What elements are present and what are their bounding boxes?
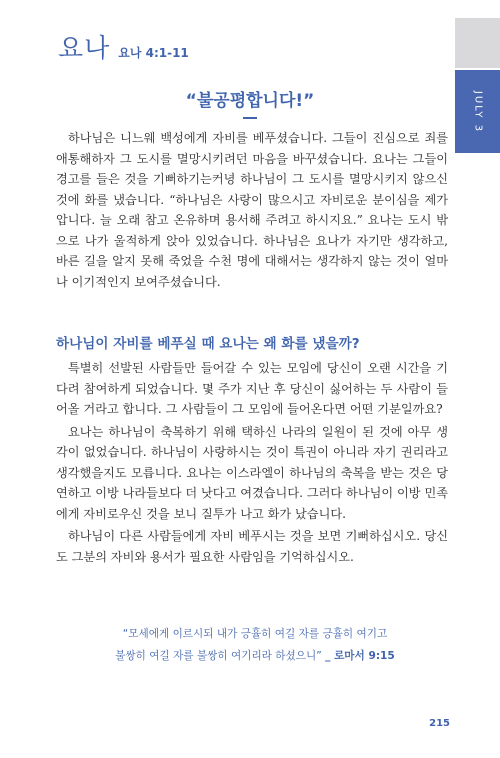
quote-line-with-ref — [70, 645, 440, 667]
quote-line: 불쌍히 여길 자를 불쌍히 여기리라 하셨으니” — [115, 650, 322, 662]
section-heading: 하나님이 자비를 베푸실 때 요나는 왜 화를 냈을까? — [56, 336, 360, 352]
date-tab — [455, 70, 500, 153]
date-tab-label: JULY 3 — [472, 90, 483, 133]
intro-section — [56, 128, 448, 292]
section-paragraph: 하나님이 다른 사람들에게 자비 베푸시는 것을 보면 기뻐하십시오. 당신도 그분의 자비와 용서가 필요한 사람임을 기억하십시오. — [56, 529, 448, 564]
scripture-quote — [70, 623, 440, 667]
scripture-reference: 요나 4:1-11 — [118, 46, 189, 60]
page-edge-tab — [455, 18, 500, 68]
page-title: “불공평합니다!” — [185, 91, 315, 111]
page-number: 215 — [429, 718, 450, 729]
quote-reference: _ 로마서 9:15 — [325, 650, 395, 662]
title-divider — [243, 117, 257, 119]
section-paragraph: 요나는 하나님이 축복하기 위해 택하신 나라의 일원이 된 것에 아무 생각이 없었습니다. 하나님이 사랑하시는 것이 특권이 아니라 자기 권리라고 생각했을지도 모릅니다. 요나는 이스라엘이 하나님의 축복을 받는 것은 당연하고 이방 나라들보다 더 낫다고 여겼습니다. 그러다 하나님이 이방 민족에게 자비로우신 것을 보니 질투가 나고 화가 났습니다. — [56, 424, 448, 521]
section-paragraph: 특별히 선발된 사람들만 들어갈 수 있는 모임에 당신이 오랜 시간을 기다려 참여하게 되었습니다. 몇 주가 지난 후 당신이 싫어하는 두 사람이 들어올 거라고 합니다. 그 사람들이 그 모임에 들어온다면 어떤 기분일까요? — [56, 361, 448, 416]
book-title: 요나 — [58, 34, 111, 64]
section-body — [56, 358, 448, 569]
quote-line: “모세에게 이르시되 내가 긍휼히 여길 자를 긍휼히 여기고 — [122, 628, 388, 640]
chapter-header — [58, 28, 189, 65]
intro-paragraph: 하나님은 니느웨 백성에게 자비를 베푸셨습니다. 그들이 진심으로 죄를 애통해하자 그 도시를 멸망시키려던 마음을 바꾸셨습니다. 요나는 그들이 경고를 들은 것을 기뻐하기는커녕 하나님이 그 도시를 멸망시키지 않으신 것에 화를 냈습니다. “하나님은 사랑이 많으시고 자비로운 분이심을 제가 압니다. 늘 오래 참고 온유하며 용서해 주려고 하시지요.” 요나는 도시 밖으로 나가 울적하게 앉아 있었습니다. 하나님은 요나가 자기만 생각하고, 바른 길을 알지 못해 죽었을 수천 명에 대해서는 생각하지 않는 것이 얼마나 이기적인지 보여주셨습니다. — [56, 131, 448, 289]
